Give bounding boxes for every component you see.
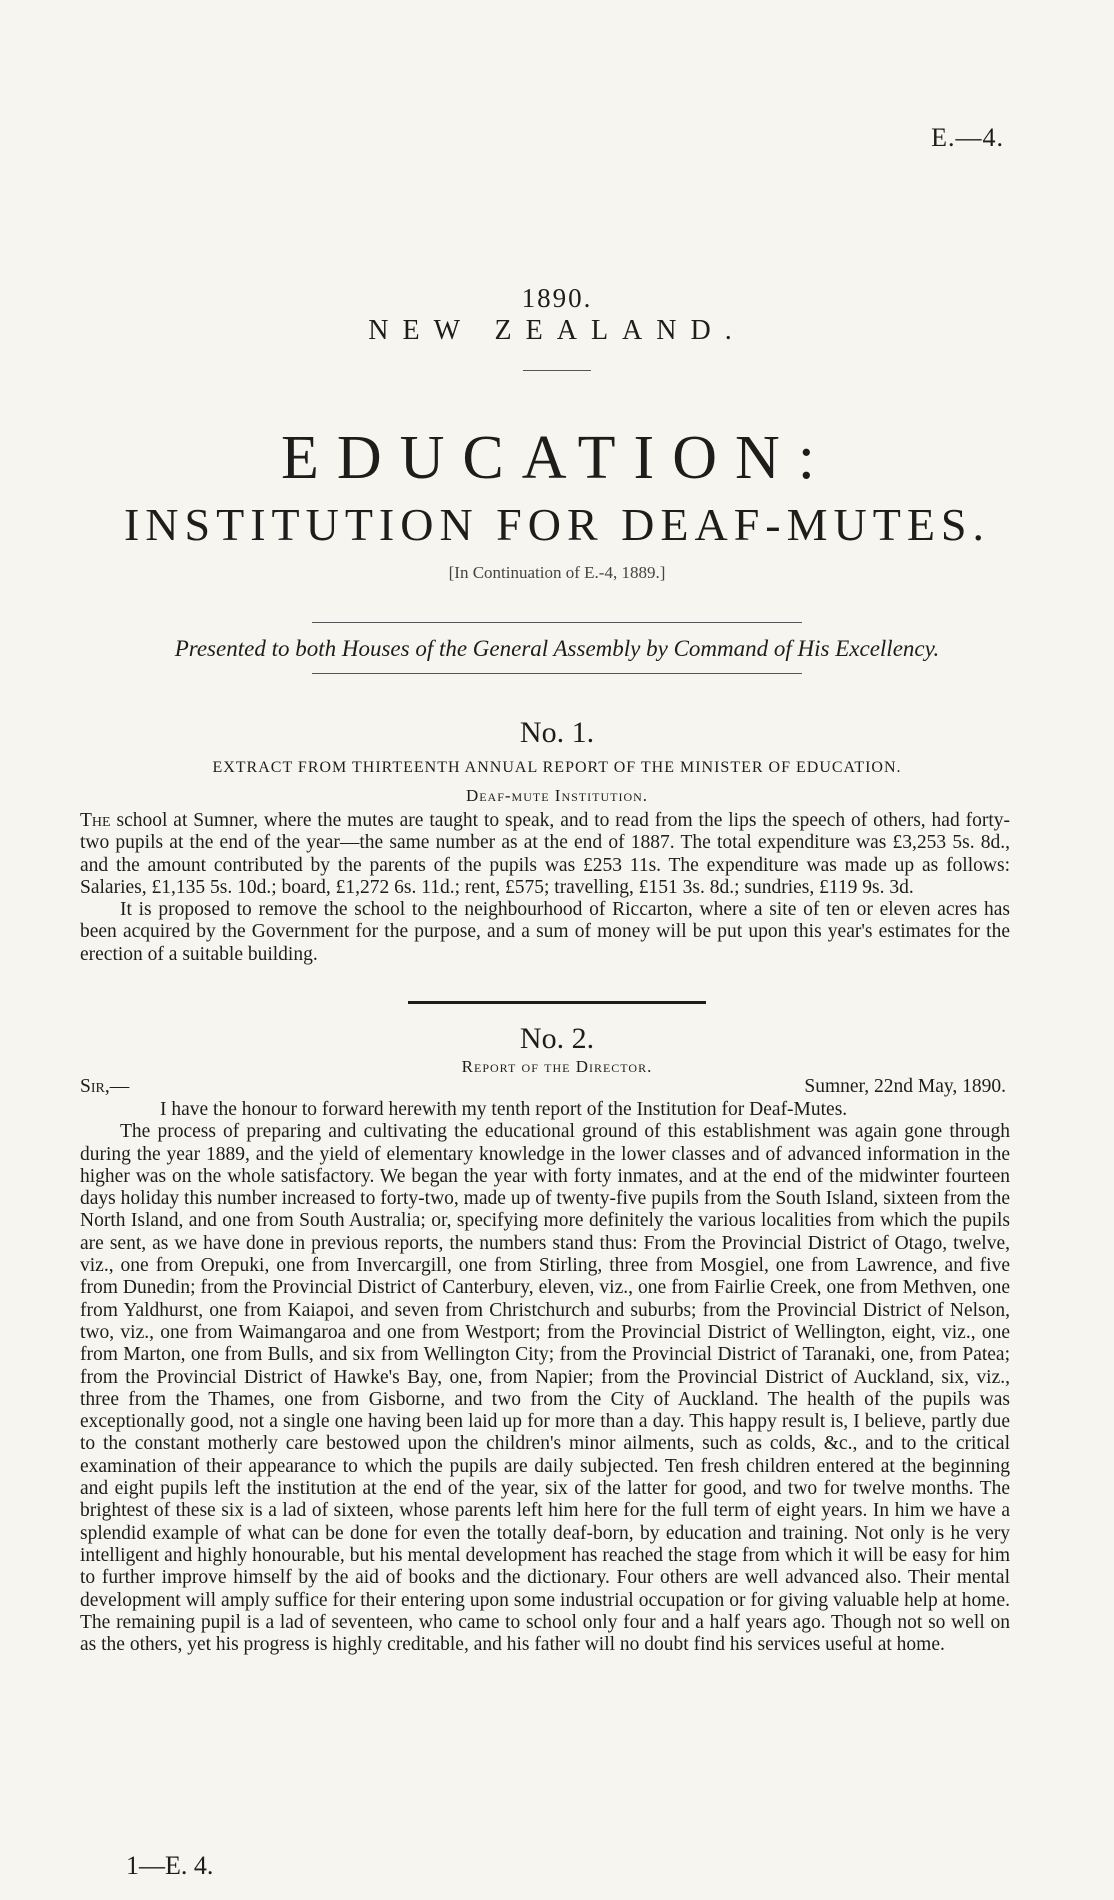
salutation: Sir,—	[80, 1076, 130, 1097]
section-divider	[408, 1001, 706, 1004]
presented-top-rule	[312, 622, 802, 623]
section-number-2: No. 2.	[519, 1022, 595, 1055]
country-heading: NEW ZEALAND.	[368, 315, 746, 346]
section1-paragraph-1	[80, 810, 1010, 899]
continuation-note: [In Continuation of E.-4, 1889.]	[448, 563, 666, 582]
section1-body	[80, 810, 1010, 966]
presented-bottom-rule	[312, 673, 802, 674]
presented-line: Presented to both Houses of the General Assembly by Command of His Excellency.	[174, 636, 940, 661]
section1-paragraph-1-text: school at Sumner, where the mutes are taught to speak, and to read from the lips the speech of others, had forty-two pupils at the end of the year—the same number as at the end of 1887. The total expenditure was £3,253 5s. 8d., and the amount contributed by the parents of the pupils was £253 11s. The expenditure was made up as follows: Salaries, £1,135 5s. 10d.; board, £1,272 6s. 11d.; rent, £575; travelling, £151 3s. 8d.; sundries, £119 9s. 3d.	[80, 810, 1011, 898]
lead-word: The	[80, 810, 111, 831]
document-subtitle: INSTITUTION FOR DEAF-MUTES.	[123, 499, 991, 550]
section-heading-2: Report of the Director.	[461, 1057, 653, 1076]
footer-reference: 1—E. 4.	[126, 1851, 214, 1880]
document-title: EDUCATION:	[281, 424, 833, 492]
document-year: 1890.	[521, 283, 593, 313]
section2-paragraph-1: I have the honour to forward herewith my tenth report of the Institution for Deaf-Mutes.	[160, 1099, 848, 1120]
section-number-1: No. 1.	[519, 716, 595, 749]
page-reference: E.—4.	[931, 123, 1004, 152]
section-heading-1: EXTRACT FROM THIRTEENTH ANNUAL REPORT OF THE MINISTER OF EDUCATION.	[212, 759, 902, 776]
section2-body	[80, 1099, 1010, 1656]
place-date: Sumner, 22nd May, 1890.	[804, 1076, 1006, 1097]
section1-paragraph-2: It is proposed to remove the school to the neighbourhood of Riccarton, where a site of ten or eleven acres has been acquired by the Government for the purpose, and a sum of money will be put upon this year's estimates for the erection of a suitable building.	[80, 899, 1010, 965]
section-subheading-1: Deaf-mute Institution.	[465, 786, 649, 805]
short-rule	[523, 370, 591, 371]
section2-paragraph-2: The process of preparing and cultivating the educational ground of this establishment was again gone through during the year 1889, and the yield of elementary knowledge in the lower classes and of advanced information in the higher was on the whole satisfactory. We began the year with forty inmates, and at the end of the midwinter fourteen days holiday this number increased to forty-two, made up of twenty-five pupils from the South Island, sixteen from the North Island, and one from South Australia; or, specifying more definitely the various localities from which the pupils are sent, as we have done in previous reports, the numbers stand thus: From the Provincial District of Otago, twelve, viz., one from Orepuki, one from Invercargill, one from Stirling, three from Mosgiel, one from Lawrence, and five from Dunedin; from the Provincial District of Canterbury, eleven, viz., one from Fairlie Creek, one from Methven, one from Yaldhurst, one from Kaiapoi, and seven from Christchurch and suburbs; from the Provincial District of Nelson, two, viz., one from Waimangaroa and one from Westport; from the Provincial District of Wellington, eight, viz., one from Marton, one from Bulls, and six from Wellington City; from the Provincial District of Taranaki, one, from Patea; from the Provincial District of Hawke's Bay, one, from Napier; from the Provincial District of Auckland, six, viz., three from the Thames, one from Gisborne, and two from the City of Auckland. The health of the pupils was exceptionally good, not a single one having been laid up for more than a day. This happy result is, I believe, partly due to the constant motherly care bestowed upon the children's minor ailments, such as colds, &c., and to the critical examination of their appearance to which the pupils are daily subjected. Ten fresh children entered at the beginning and eight pupils left the institution at the end of the year, six of the latter for good, and two for twelve months. The brightest of these six is a lad of sixteen, whose parents left him here for the full term of eight years. In him we have a splendid example of what can be done for even the totally deaf-born, by education and training. Not only is he very intelligent and highly honourable, but his mental development has reached the stage from which it will be easy for him to further improve himself by the aid of books and the dictionary. Four others are well advanced also. Their mental development will amply suffice for their entering upon some industrial occupation or for giving valuable help at home. The remaining pupil is a lad of seventeen, who came to school only four and a half years ago. Though not so well on as the others, yet his progress is highly creditable, and his father will no doubt find his services useful at home.	[80, 1121, 1010, 1656]
